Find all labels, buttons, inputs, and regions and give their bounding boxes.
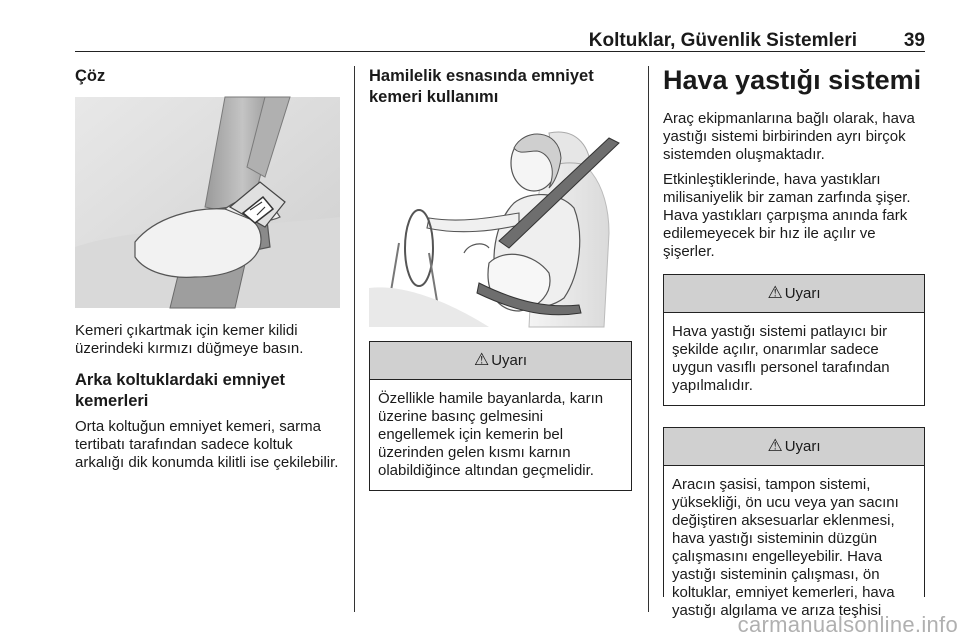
warning-title: Uyarı [784, 285, 821, 302]
page-header [75, 0, 925, 50]
page-number: 39 [903, 30, 925, 51]
warning-triangle-icon: ⚠ [473, 349, 490, 369]
warning-header [370, 342, 631, 380]
pregnancy-belt-heading: Hamilelik esnasında emniyet kemeri kullanımı [369, 67, 594, 106]
warning-header [664, 275, 924, 313]
airbag-intro-text: Araç ekipmanlarına bağlı olarak, hava yastığı sistemi birbirinden ayrı birçok sistemden oluşmaktadır. [663, 110, 915, 163]
column-divider-2 [648, 66, 649, 612]
belt-release-illustration [75, 97, 340, 308]
rear-seat-belts-text: Orta koltuğun emniyet kemeri, sarma tertibatı tarafından sadece koltuk arkalığı dik konumda kilitli ise çekilebilir. [75, 418, 339, 471]
airbag-deploy-text: Etkinleştiklerinde, hava yastıkları milisaniyelik bir zaman zarfında şişer. Hava yastıkları çarpışma anında fark edilemeyecek bir hız ile açılır ve şişerler. [663, 171, 911, 260]
warning-text: Hava yastığı sistemi patlayıcı bir şekilde açılır, onarımlar sadece uygun vasıflı personel tarafından yapılmalıdır. [672, 323, 890, 394]
warning-triangle-icon: ⚠ [767, 282, 783, 302]
warning-text: Aracın şasisi, tampon sistemi, yüksekliği, ön ucu veya yan sacını değiştiren aksesuarlar eklenmesi, hava yastığı sisteminin düzgün çalışmasını engelleyebilir. Hava yastığı sisteminin çalışması, ön koltuklar, emniyet kemerleri, hava yastığı algılama ve arıza teşhisi [672, 476, 899, 619]
column-divider-1 [354, 66, 355, 612]
pregnant-driver-illustration [369, 113, 632, 327]
column-left [75, 64, 340, 472]
warning-triangle-icon: ⚠ [767, 435, 783, 455]
unbuckle-caption: Kemeri çıkartmak için kemer kilidi üzerindeki kırmızı düğmeye basın. [75, 322, 304, 357]
warning-title: Uyarı [491, 352, 528, 369]
header-divider [75, 51, 925, 52]
pregnancy-warning-box [369, 341, 632, 491]
warning-title: Uyarı [784, 438, 821, 455]
watermark: carmanualsonline.info [737, 612, 958, 637]
airbag-warning-box-1 [663, 274, 925, 406]
column-middle [369, 64, 632, 491]
rear-seat-belts-heading: Arka koltuklardaki emniyet kemerleri [75, 371, 286, 410]
airbag-system-heading: Hava yastığı sistemi [663, 65, 922, 95]
unbuckle-heading: Çöz [75, 67, 106, 85]
airbag-warning-box-2 [663, 427, 925, 619]
page-title: Koltuklar, Güvenlik Sistemleri [588, 30, 857, 51]
column-right [663, 64, 925, 619]
warning-text: Özellikle hamile bayanlarda, karın üzerine basınç gelmesini engellemek için kemerin bel üzerinden gelen kısmı karnın olabildiğince altından geçmelidir. [378, 390, 604, 479]
warning-header [664, 428, 924, 466]
